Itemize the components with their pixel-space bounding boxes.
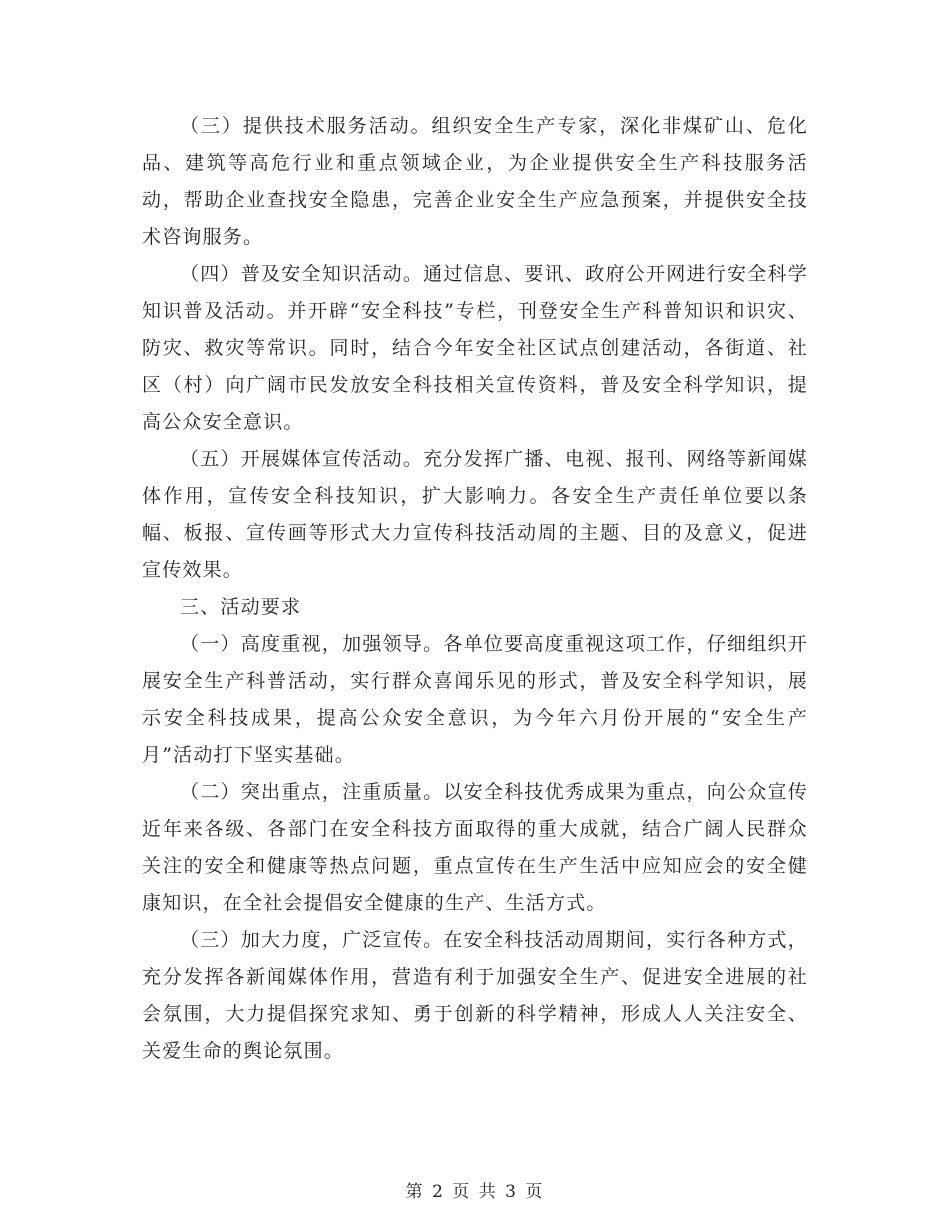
paragraph-tech-service: （三）提供技术服务活动。组织安全生产专家，深化非煤矿山、危化品、建筑等高危行业和重点领域企业，为企业提供安全生产科技服务活动，帮助企业查找安全隐患，完善企业安全生产应急预案，并提供安全技术咨询服务。 <box>142 115 808 248</box>
paragraph-safety-knowledge: （四）普及安全知识活动。通过信息、要讯、政府公开网进行安全科学知识普及活动。并开辟“安全科技”专栏，刊登安全生产科普知识和识灾、防灾、救灾等常识。同时，结合今年安全社区试点创建活动，各街道、社区（村）向广阔市民发放安全科技相关宣传资料，普及安全科学知识，提高公众安全意识。 <box>142 263 808 433</box>
document-body <box>142 108 808 1070</box>
paragraph-leadership: （一）高度重视，加强领导。各单位要高度重视这项工作，仔细组织开展安全生产科普活动，实行群众喜闻乐见的形式，普及安全科学知识，展示安全科技成果，提高公众安全意识，为今年六月份开展的“安全生产月”活动打下坚实基础。 <box>142 633 808 766</box>
page-number-footer: 第 2 页 共 3 页 <box>405 1182 545 1202</box>
paragraph-media-publicity: （五）开展媒体宣传活动。充分发挥广播、电视、报刊、网络等新闻媒体作用，宣传安全科技知识，扩大影响力。各安全生产责任单位要以条幅、板报、宣传画等形式大力宣传科技活动周的主题、目的及意义，促进宣传效果。 <box>142 448 808 581</box>
section-heading-requirements: 三、活动要求 <box>180 596 302 618</box>
paragraph-focus-quality: （二）突出重点，注重质量。以安全科技优秀成果为重点，向公众宣传近年来各级、各部门在安全科技方面取得的重大成就，结合广阔人民群众关注的安全和健康等热点问题，重点宣传在生产生活中应知应会的安全健康知识，在全社会提倡安全健康的生产、生活方式。 <box>142 781 808 914</box>
paragraph-wide-publicity: （三）加大力度，广泛宣传。在安全科技活动周期间，实行各种方式，充分发挥各新闻媒体作用，营造有利于加强安全生产、促进安全进展的社会氛围，大力提倡探究求知、勇于创新的科学精神，形成人人关注安全、关爱生命的舆论氛围。 <box>142 929 808 1062</box>
